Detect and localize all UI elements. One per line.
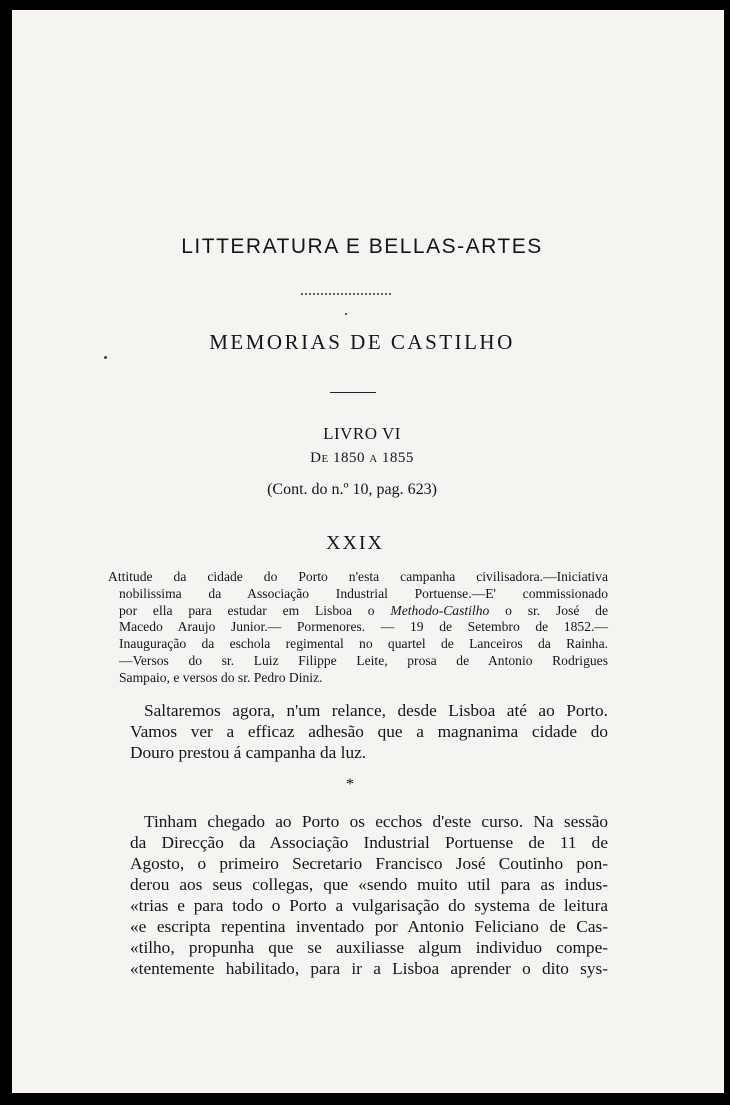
period-range (12, 450, 712, 467)
summary-line (108, 603, 608, 620)
body-paragraph (130, 811, 608, 979)
paragraph-line: Tinham chegado ao Porto os ecchos d'este curso. Na sessão (144, 812, 608, 831)
summary-line: Inauguração da eschola regimental no quartel de Lanceiros da Rainha. (119, 636, 608, 652)
paragraph-line: «tentemente habilitado, para ir a Lisboa aprender o dito sys- (130, 959, 608, 978)
period-end: 1855 (381, 450, 414, 466)
paragraph-line: «tilho, propunha que se auxiliasse algum individuo compe- (130, 938, 608, 957)
ornament-divider (300, 291, 392, 297)
period-prefix-small: E (321, 453, 329, 465)
period-prefix: D (310, 450, 322, 466)
paragraph-line: Saltaremos agora, n'um relance, desde Lisboa até ao Porto. (144, 701, 608, 720)
chapter-number: XXIX (326, 532, 384, 554)
lead-paragraph (130, 700, 608, 763)
period-start: 1850 (332, 450, 365, 466)
stray-mark (104, 356, 107, 359)
summary-line: Sampaio, e versos do sr. Pedro Diniz. (119, 669, 323, 685)
summary-line: Attitude da cidade do Porto n'esta campanha civilisadora.—Iniciativa (108, 569, 608, 584)
summary-line-part: o sr. José de (489, 602, 609, 618)
period-connector: A (369, 453, 378, 465)
summary-line: Macedo Araujo Junior.— Pormenores. — 19 de Setembro de 1852.— (119, 619, 608, 635)
book-number: LIVRO VI (323, 424, 401, 443)
title-rule (330, 392, 376, 393)
summary-line: nobilissima da Associação Industrial Portuense.—E' commissionado (119, 585, 608, 601)
section-title: LITTERATURA E BELLAS-ARTES (181, 235, 543, 258)
document-page (12, 10, 724, 1093)
paragraph-line: Agosto, o primeiro Secretario Francisco José Coutinho pon- (130, 854, 608, 873)
paragraph-line: «trias e para todo o Porto a vulgarisação do systema de leitura (130, 896, 608, 915)
paragraph-line: «e escripta repentina inventado por Antonio Feliciano de Cas- (130, 917, 608, 936)
asterisk-separator: * (346, 776, 354, 793)
summary-line-part: Methodo-Castilho (390, 602, 490, 618)
ornament-dot (345, 313, 347, 315)
memoir-title: MEMORIAS DE CASTILHO (209, 330, 515, 354)
summary-line-part: por ella para estudar em Lisboa o (119, 602, 391, 618)
continuation-note: (Cont. do n.º 10, pag. 623) (267, 481, 437, 498)
paragraph-line: da Direcção da Associação Industrial Portuense de 11 de (130, 833, 608, 852)
paragraph-line: Douro prestou á campanha da luz. (130, 743, 367, 762)
paragraph-line: derou aos seus collegas, que «sendo muito util para as indus- (130, 875, 608, 894)
paragraph-line: Vamos ver a efficaz adhesão que a magnanima cidade do (130, 722, 608, 741)
summary-line: —Versos do sr. Luiz Filippe Leite, prosa de Antonio Rodrigues (119, 652, 608, 668)
chapter-summary (108, 569, 608, 687)
